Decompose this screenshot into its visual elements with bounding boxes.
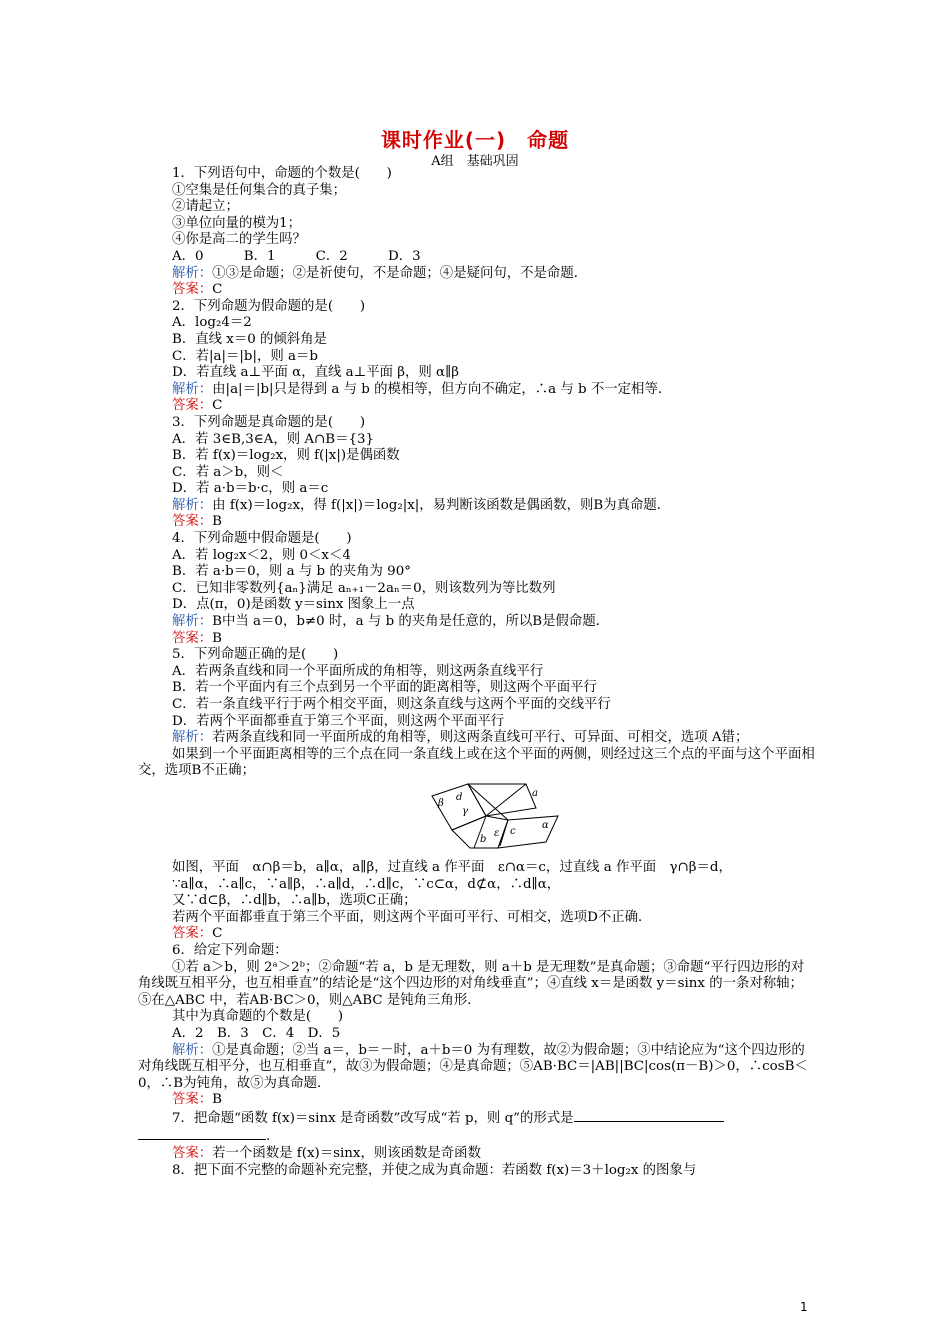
- q6-body: ①若 a＞b，则 2ᵃ＞2ᵇ；②命题“若 a，b 是无理数，则 a＋b 是无理数”是真命题；③命题“平行四边形的对角线既互相平分，也互相垂直”的结论是“这个四边形的对角线垂直”；④直线 x＝是函数 y＝sinx 的一条对称轴；⑤在△ABC 中，若AB·BC＞0，则△ABC 是钝角三角形．: [138, 959, 805, 1008]
- q5-answer: 答案：C: [172, 926, 223, 942]
- q7-answer: 答案：若一个函数是 f(x)＝sinx，则该函数是奇函数: [172, 1146, 481, 1162]
- q3-stem: 3．下列命题是真命题的是( ): [172, 414, 366, 430]
- answer-blank[interactable]: [574, 1109, 724, 1122]
- analysis-label: 解析：: [172, 730, 213, 746]
- q1-item: ④你是高二的学生吗？: [172, 232, 306, 248]
- q4-option: B．若 a·b＝0，则 a 与 b 的夹角为 90°: [172, 564, 411, 580]
- q5-analysis-2: 如果到一个平面距离相等的三个点在同一条直线上或在这个平面的两侧，则经过这三个点的平面与这个平面相交，选项B不正确；: [138, 746, 815, 779]
- q2-option: C．若|a|＝|b|，则 a＝b: [172, 348, 319, 364]
- line-a: [486, 784, 526, 816]
- fig-label: γ: [462, 805, 468, 817]
- fig-label: α: [542, 819, 549, 831]
- fig-label: b: [480, 833, 487, 845]
- q1-item: ①空集是任何集合的真子集；: [172, 182, 347, 198]
- q4-option: D．点(π，0)是函数 y＝sinx 图象上一点: [172, 597, 415, 613]
- q5-option: C．若一条直线平行于两个相交平面，则这条直线与这两个平面的交线平行: [172, 697, 611, 712]
- q5-stem: 5．下列命题正确的是( ): [172, 647, 339, 663]
- q6-question: 其中为真命题的个数是( ): [172, 1009, 344, 1025]
- q1-item: ②请起立；: [172, 199, 239, 215]
- q2-stem: 2．下列命题为假命题的是( ): [172, 298, 366, 314]
- q3-option: D．若 a·b＝b·c，则 a＝c: [172, 481, 329, 497]
- q2-option: A．log₂4＝2: [172, 315, 252, 331]
- q2-option: B．直线 x＝0 的倾斜角是: [172, 331, 327, 347]
- q1-stem: 1．下列语句中，命题的个数是( ): [172, 166, 392, 181]
- plane-top-shape: [468, 784, 536, 816]
- answer-label: 答案：: [172, 398, 213, 414]
- analysis-label: 解析：: [172, 381, 213, 397]
- q5-analysis-4: ∵a∥α，∴a∥c，∵a∥β，∴a∥d，∴d∥c，∵c⊂α，d⊄α，∴d∥α，: [172, 876, 561, 892]
- q3-option: B．若 f(x)＝log₂x，则 f(|x|)是偶函数: [172, 448, 400, 464]
- q4-stem: 4．下列命题中假命题是( ): [172, 531, 352, 547]
- answer-label: 答案：: [172, 926, 213, 942]
- q2-answer: 答案：C: [172, 398, 223, 414]
- page-number: 1: [800, 1300, 808, 1314]
- q2-analysis: 解析：由|a|＝|b|只是得到 a 与 b 的模相等，但方向不确定，∴a 与 b 不一定相等．: [172, 381, 672, 397]
- fig-label: d: [456, 791, 463, 803]
- answer-label: 答案：: [172, 1092, 213, 1108]
- q5-option: D．若两个平面都垂直于第三个平面，则这两个平面平行: [172, 713, 505, 729]
- q7-blank-line: .: [138, 1127, 816, 1146]
- q4-analysis: 解析：B中当 a＝0，b≠0 时，a 与 b 的夹角是任意的，所以B是假命题．: [172, 614, 610, 630]
- analysis-label: 解析：: [172, 265, 213, 281]
- fig-label: a: [532, 787, 538, 799]
- q6-analysis: 解析：①是真命题；②当 a＝，b＝－时，a＋b＝0 为有理数，故②为假命题；③中结论应为“这个四边形的对角线既互相平分，也互相垂直”，故③为假命题；④是真命题；⑤AB·BC＝|AB||BC|cos(π－B)＞0，∴cosB＜0，∴B为钝角，故⑤为真命题．: [138, 1042, 808, 1091]
- q1-item: ③单位向量的模为1；: [172, 215, 302, 231]
- answer-label: 答案：: [172, 282, 213, 298]
- q5-option: B．若一个平面内有三个点到另一个平面的距离相等，则这两个平面平行: [172, 680, 597, 696]
- answer-label: 答案：: [172, 514, 213, 530]
- q5-analysis-3: 如图，平面 α∩β＝b，a∥α，a∥β，过直线 a 作平面 ε∩α＝c，过直线 a 作平面 γ∩β＝d，: [172, 859, 732, 875]
- q3-answer: 答案：B: [172, 514, 223, 530]
- q6-options: A．2 B．3 C．4 D．5: [172, 1025, 341, 1041]
- q6-stem: 6．给定下列命题：: [172, 942, 288, 958]
- q2-option: D．若直线 a⊥平面 α，直线 a⊥平面 β，则 α∥β: [172, 365, 460, 381]
- q4-option: A．若 log₂x＜2，则 0＜x＜4: [172, 547, 351, 563]
- analysis-label: 解析：: [172, 497, 213, 513]
- page-title: 课时作业(一) 命题: [380, 128, 570, 152]
- q3-option: A．若 3∈B,3∈A，则 A∩B＝{3}: [172, 431, 375, 447]
- line-c: [500, 820, 508, 846]
- section-subtitle: A组 基础巩固: [431, 154, 519, 169]
- q4-option: C．已知非零数列{aₙ}满足 aₙ₊₁－2aₙ＝0，则该数列为等比数列: [172, 580, 556, 596]
- q7-stem: 7．把命题“函数 f(x)＝sinx 是奇函数”改写成“若 p，则 q”的形式是: [138, 1109, 816, 1128]
- answer-label: 答案：: [172, 1146, 213, 1162]
- figure-container: [138, 782, 816, 854]
- answer-label: 答案：: [172, 630, 213, 646]
- q3-analysis: 解析：由 f(x)＝log₂x，得 f(|x|)＝log₂|x|，易判断该函数是偶函数，则B为真命题．: [172, 497, 671, 513]
- q5-analysis-6: 若两个平面都垂直于第三个平面，则这两个平面可平行、可相交，选项D不正确．: [172, 909, 652, 925]
- q1-answer: 答案：C: [172, 282, 223, 298]
- document-body: [138, 166, 816, 1179]
- q4-answer: 答案：B: [172, 630, 223, 646]
- q3-option: C．若 a＞b，则＜: [172, 464, 284, 480]
- fig-label: c: [510, 825, 516, 837]
- q5-option: A．若两条直线和同一个平面所成的角相等，则这两条直线平行: [172, 663, 544, 679]
- q1-analysis: 解析：①③是命题；②是祈使句，不是命题；④是疑问句，不是命题．: [172, 265, 588, 281]
- analysis-label: 解析：: [172, 1042, 213, 1058]
- analysis-label: 解析：: [172, 614, 213, 630]
- q5-analysis: 解析：若两条直线和同一平面所成的角相等，则这两条直线可平行、可异面、可相交，选项 A错；: [172, 730, 749, 746]
- answer-blank-cont[interactable]: [138, 1127, 266, 1140]
- plane-alpha-shape: [498, 816, 558, 848]
- fig-label: β: [438, 797, 444, 809]
- q1-options: A．0 B．1 C．2 D．3: [172, 248, 421, 264]
- fig-label: ε: [494, 827, 500, 839]
- q5-analysis-5: 又∵d⊂β，∴d∥b，∴a∥b，选项C正确；: [172, 893, 417, 909]
- q8-stem: 8．把下面不完整的命题补充完整，并使之成为真命题：若函数 f(x)＝3＋log₂x 的图象与: [172, 1162, 697, 1178]
- planes-figure: [428, 782, 568, 852]
- q6-answer: 答案：B: [172, 1092, 223, 1108]
